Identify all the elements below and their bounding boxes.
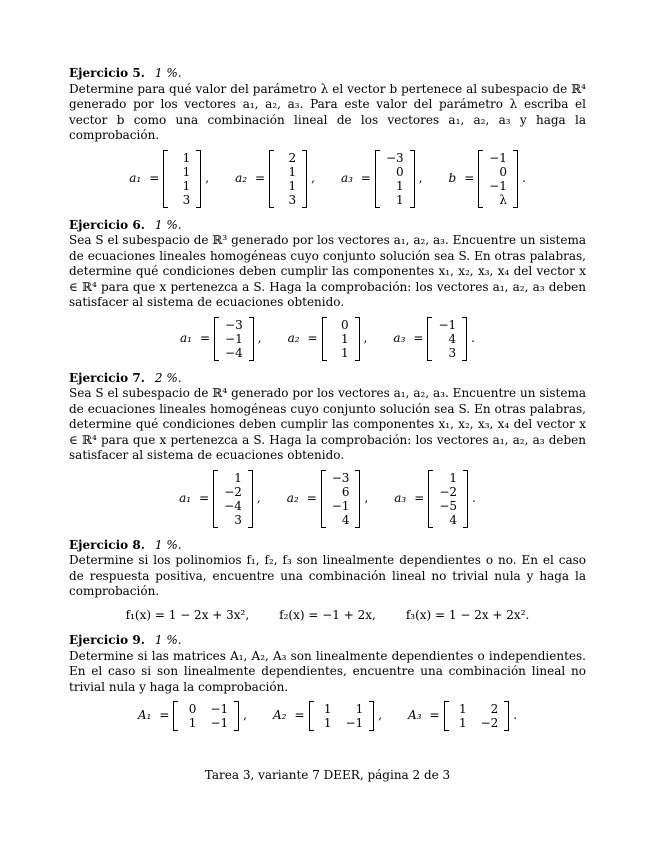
matrix-label: A₃ — [408, 708, 422, 723]
exercise-statement: Determine si los polinomios f₁, f₂, f₃ son linealmente dependientes o no. En el caso de respuesta positiva, encuentre una combinación lineal no trivial nula y haga la comprobación. — [69, 553, 586, 598]
vector-entry: 0 — [396, 164, 404, 179]
exercise-percent: 1 %. — [154, 633, 182, 647]
vector-label: a₁ — [129, 170, 142, 185]
exercise-title: Ejercicio 9. — [69, 633, 145, 647]
vector-a1: a₁ = 1 −2 −4 3 , — [179, 470, 261, 527]
vector-entry: 1 — [396, 192, 404, 207]
vector-a1: a₁ = −3 −1 −4 , — [180, 317, 262, 360]
vector-entry: 6 — [341, 484, 350, 499]
vector-entry: 3 — [448, 345, 457, 360]
vector-entry: 1 — [182, 178, 191, 193]
exercise-percent: 1 %. — [154, 66, 182, 80]
polynomial-f3: f₃(x) = 1 − 2x + 2x². — [405, 607, 530, 622]
column-vector — [214, 317, 254, 361]
vector-a2: a₂ = 0 1 1 , — [287, 317, 368, 360]
vector-entry: 3 — [182, 192, 191, 207]
matrix-A3: A₃ = 1 2 1 −2 . — [408, 702, 518, 730]
matrix-entry: 1 — [458, 702, 467, 716]
matrix-entry: 1 — [188, 716, 197, 730]
vector-entry: −1 — [489, 178, 507, 193]
vector-entry: 1 — [288, 164, 297, 179]
vector-entry: −5 — [439, 498, 458, 513]
column-vector — [321, 470, 361, 528]
page-content — [69, 66, 586, 741]
vector-entry: 1 — [288, 178, 297, 193]
page-footer: Tarea 3, variante 7 DEER, página 2 de 3 — [204, 768, 451, 782]
matrix-entry: 2 — [490, 702, 499, 716]
vector-entry: 1 — [182, 164, 191, 179]
matrix-entry: −1 — [210, 702, 229, 716]
vector-entry: −4 — [225, 345, 243, 360]
matrix-entry: 1 — [323, 702, 332, 716]
vector-entry: 1 — [234, 470, 242, 485]
column-vector — [427, 317, 467, 361]
vector-entry: 1 — [396, 178, 404, 193]
vector-label: a₁ — [180, 330, 192, 345]
vector-entry: λ — [499, 192, 507, 207]
vector-a2: a₂ = −3 6 −1 4 , — [286, 470, 369, 527]
vector-row — [69, 470, 586, 528]
matrix-entry: −1 — [345, 716, 364, 730]
exercise-statement: Determine si las matrices A₁, A₂, A₃ son linealmente dependientes o independientes. En el caso si son linealmente dependientes, encuentre una combinación lineal no trivial nula y haga la comprobación. — [69, 648, 586, 694]
vector-a3: a₃ = 1 −2 −5 4 . — [394, 470, 476, 527]
matrix-row — [69, 701, 586, 731]
matrix-entry: −2 — [480, 716, 499, 730]
column-vector — [213, 470, 253, 528]
vector-entry: 3 — [234, 512, 242, 527]
matrix-A1: A₁ = 0 −1 1 −1 , — [137, 702, 247, 730]
exercise-title: Ejercicio 7. — [69, 370, 145, 385]
column-vector — [269, 150, 307, 208]
vector-entry: 1 — [340, 331, 349, 346]
vector-entry: 1 — [340, 345, 349, 360]
exercise-title: Ejercicio 6. — [69, 217, 145, 232]
matrix-2x2 — [309, 701, 375, 731]
vector-entry: 1 — [449, 470, 458, 485]
vector-a3: a₃ = −3 0 1 1 , — [340, 150, 423, 207]
exercise-9 — [69, 633, 586, 731]
matrix-entry: 1 — [355, 702, 364, 716]
exercise-percent: 1 %. — [154, 217, 182, 232]
polynomial-f2: f₂(x) = −1 + 2x, — [279, 607, 376, 622]
vector-label: a₂ — [286, 490, 299, 505]
matrix-entry: 0 — [188, 702, 197, 716]
vector-entry: −3 — [385, 150, 404, 165]
exercise-statement: Determine para qué valor del parámetro λ el vector b pertenece al subespacio de ℝ⁴ generado por los vectores a₁, a₂, a₃. Para este valor del parámetro λ escriba el vector b como una combinación lineal de los vectores a₁, a₂, a₃ y haga la comprobación. — [69, 81, 586, 142]
vector-entry: 1 — [182, 150, 191, 165]
column-vector — [163, 150, 201, 208]
vector-entry: −1 — [225, 331, 243, 346]
vector-entry: −2 — [224, 484, 242, 499]
exercise-6 — [69, 218, 586, 361]
vector-row — [69, 317, 586, 361]
column-vector — [375, 150, 415, 208]
polynomial-f1: f₁(x) = 1 − 2x + 3x², — [125, 607, 250, 622]
vector-entry: −4 — [224, 498, 242, 513]
vector-entry: 0 — [499, 164, 507, 179]
matrix-entry: 1 — [458, 716, 467, 730]
vector-entry: −1 — [489, 150, 507, 165]
exercise-7 — [69, 371, 586, 528]
exercise-statement: Sea S el subespacio de ℝ⁴ generado por los vectores a₁, a₂, a₃. Encuentre un sistema de ecuaciones lineales homogéneas cuyo conjunto solución sea S. En otras palabras, determine qué condiciones deben cumplir las componentes x₁, x₂, x₃, x₄ del vector x ∈ ℝ⁴ para que x pertenezca a S. Haga la comprobación: los vectores a₁, a₂, a₃ deben satisfacer al sistema de ecuaciones obtenido. — [69, 386, 586, 462]
vector-row — [69, 150, 586, 208]
column-vector — [428, 470, 468, 528]
vector-label: a₃ — [393, 330, 406, 345]
matrix-2x2 — [444, 701, 510, 731]
vector-a1: a₁ = 1 1 1 3 , — [129, 150, 210, 207]
exercise-percent: 1 %. — [154, 537, 182, 552]
column-vector — [478, 150, 518, 208]
matrix-label: A₁ — [137, 708, 152, 723]
vector-label: b — [448, 170, 457, 185]
matrix-2x2 — [173, 701, 239, 731]
vector-label: a₃ — [394, 490, 407, 505]
exercise-title: Ejercicio 8. — [69, 537, 145, 552]
vector-entry: 4 — [448, 331, 457, 346]
vector-label: a₁ — [179, 490, 192, 505]
vector-entry: 4 — [449, 512, 458, 527]
matrix-label: A₂ — [272, 708, 287, 723]
matrix-A2: A₂ = 1 1 1 −1 , — [272, 702, 383, 730]
exercise-5 — [69, 66, 586, 208]
vector-a2: a₂ = 2 1 1 3 , — [235, 150, 315, 207]
column-vector — [322, 317, 360, 361]
vector-entry: −3 — [331, 470, 350, 485]
matrix-entry: −1 — [210, 716, 229, 730]
polynomial-row — [69, 608, 586, 624]
exercise-percent: 2 %. — [154, 370, 182, 385]
vector-label: a₃ — [340, 170, 353, 185]
vector-b: b = −1 0 −1 λ . — [448, 150, 526, 207]
vector-label: a₂ — [235, 170, 248, 185]
exercise-8 — [69, 538, 586, 624]
vector-a3: a₃ = −1 4 3 . — [393, 317, 475, 360]
vector-entry: −3 — [225, 317, 243, 332]
vector-entry: 2 — [288, 150, 297, 165]
vector-entry: 3 — [288, 192, 297, 207]
vector-entry: −1 — [438, 317, 457, 332]
vector-label: a₂ — [287, 330, 300, 345]
vector-entry: −2 — [439, 484, 458, 499]
exercise-statement: Sea S el subespacio de ℝ³ generado por los vectores a₁, a₂, a₃. Encuentre un sistema de ecuaciones lineales homogéneas cuyo conjunto solución sea S. En otras palabras, determine qué condiciones deben cumplir las componentes x₁, x₂, x₃, x₄ del vector x ∈ ℝ⁴ para que x pertenezca a S. Haga la comprobación: los vectores a₁, a₂, a₃ deben satisfacer al sistema de ecuaciones obtenido. — [69, 233, 586, 309]
vector-entry: −1 — [331, 498, 350, 513]
vector-entry: 0 — [340, 317, 349, 332]
vector-entry: 4 — [341, 512, 350, 527]
exercise-title: Ejercicio 5. — [69, 66, 145, 80]
matrix-entry: 1 — [323, 716, 332, 730]
